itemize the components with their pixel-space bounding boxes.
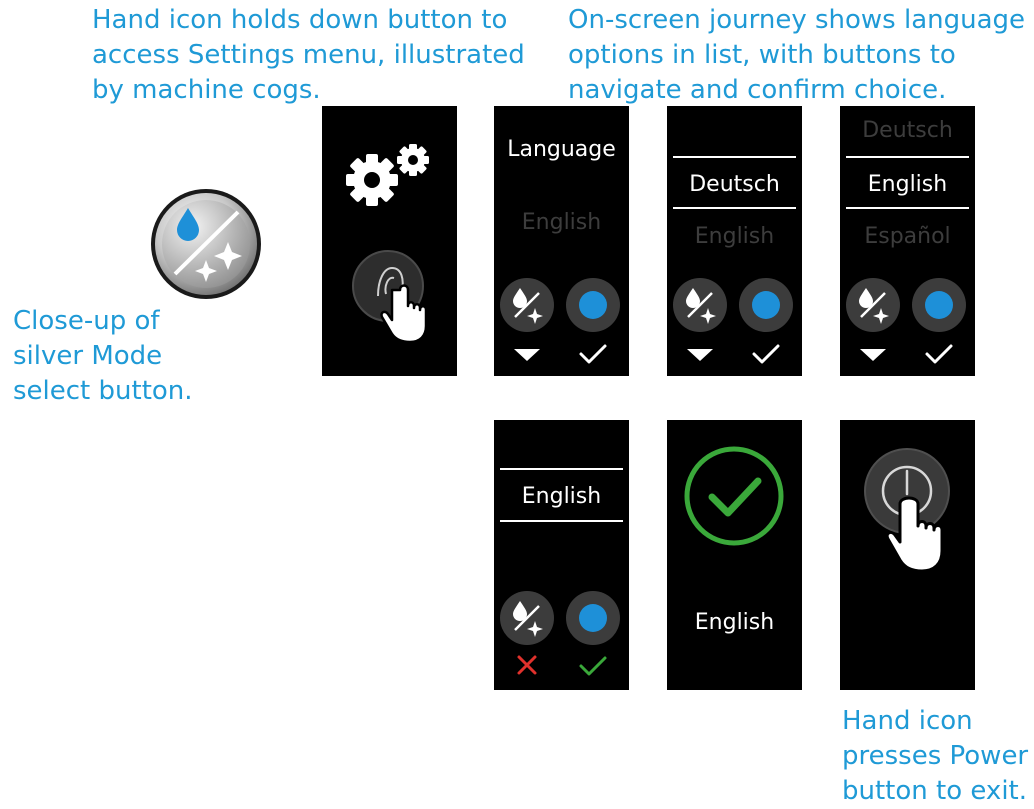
mode-button-icon[interactable]	[494, 106, 629, 376]
mode-button-icon[interactable]	[840, 106, 975, 376]
selected-language-text: Deutsch	[689, 172, 780, 197]
caption-line: select button.	[13, 376, 193, 406]
screen-language-confirmed	[667, 420, 802, 690]
mode-button-with-hand-icon[interactable]	[352, 250, 432, 350]
circle-check-icon	[682, 444, 786, 548]
caption-journey	[568, 3, 1025, 108]
caption-line: Close-up of	[13, 306, 160, 336]
previous-language-text: Deutsch	[862, 118, 953, 143]
next-language-text: Español	[864, 224, 951, 249]
cogs-icon	[344, 142, 436, 214]
caption-line: Hand icon	[842, 706, 973, 736]
next-language-text: English	[694, 224, 775, 249]
selected-language-text: English	[867, 172, 948, 197]
screen-power-exit	[840, 420, 975, 690]
power-button-with-hand-icon[interactable]	[862, 444, 962, 584]
caption-line: access Settings menu, illustrated	[92, 40, 525, 70]
caption-line: presses Power	[842, 741, 1029, 771]
caption-power	[842, 704, 1028, 809]
caption-line: options in list, with buttons to	[568, 40, 956, 70]
caption-hand-settings	[92, 3, 525, 108]
confirmed-language-text: English	[694, 610, 775, 635]
mode-button-icon[interactable]	[667, 106, 802, 376]
caption-line: Hand icon holds down button to	[92, 5, 508, 35]
caption-closeup	[13, 304, 193, 409]
language-title: Language	[507, 137, 616, 162]
screen-language-deutsch	[667, 106, 802, 376]
screen-confirm-english	[494, 420, 629, 690]
selected-language-text: English	[521, 484, 602, 509]
caption-line: silver Mode	[13, 341, 163, 371]
screen-language-menu	[494, 106, 629, 376]
screen-settings	[322, 106, 457, 376]
caption-line: navigate and confirm choice.	[568, 75, 947, 105]
caption-line: button to exit.	[842, 776, 1027, 806]
caption-line: by machine cogs.	[92, 75, 321, 105]
screen-language-english	[840, 106, 975, 376]
confirm-controls-icon[interactable]	[494, 420, 629, 690]
caption-line: On-screen journey shows language	[568, 5, 1026, 35]
current-language-text: English	[521, 210, 602, 235]
silver-mode-button-icon	[148, 186, 264, 302]
